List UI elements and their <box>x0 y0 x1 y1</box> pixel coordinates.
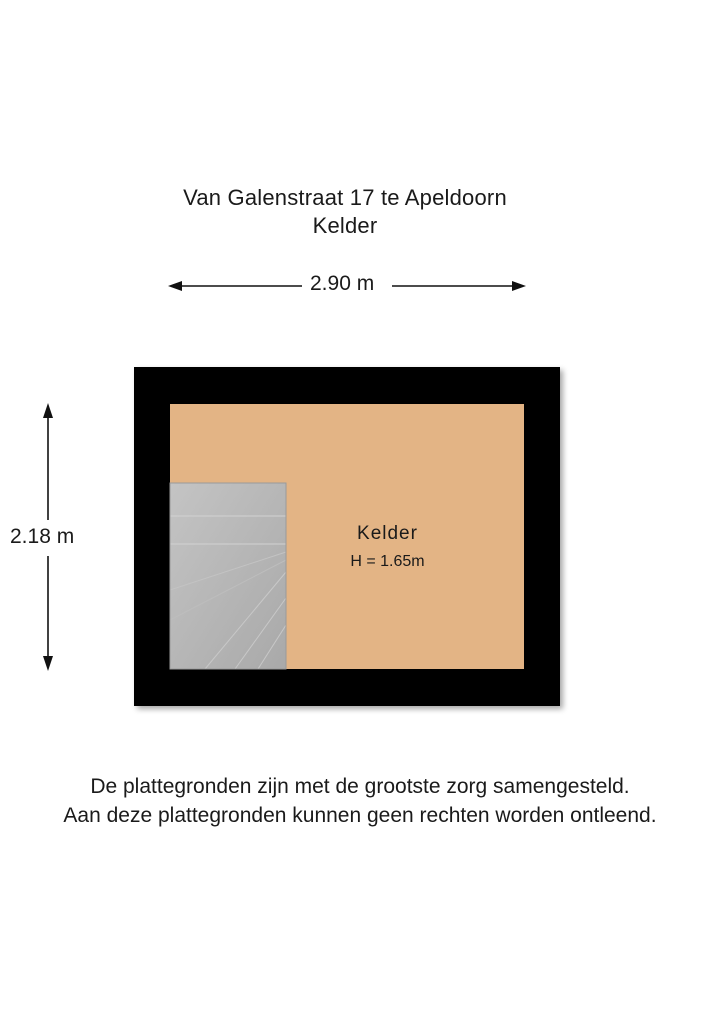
floor-title: Kelder <box>312 213 378 238</box>
width-dimension-label: 2.90 m <box>306 272 378 296</box>
room-height-label: H = 1.65m <box>350 553 425 570</box>
address-title: Van Galenstraat 17 te Apeldoorn <box>183 185 507 210</box>
room-name-label: Kelder <box>357 523 418 544</box>
height-dimension-label: 2.18 m <box>10 525 75 548</box>
disclaimer-line-1: De plattegronden zijn met de grootste zorg samengesteld. <box>90 775 630 798</box>
disclaimer <box>0 772 720 830</box>
disclaimer-line-2: Aan deze plattegronden kunnen geen rechten worden ontleend. <box>63 804 657 827</box>
staircase <box>170 483 286 669</box>
